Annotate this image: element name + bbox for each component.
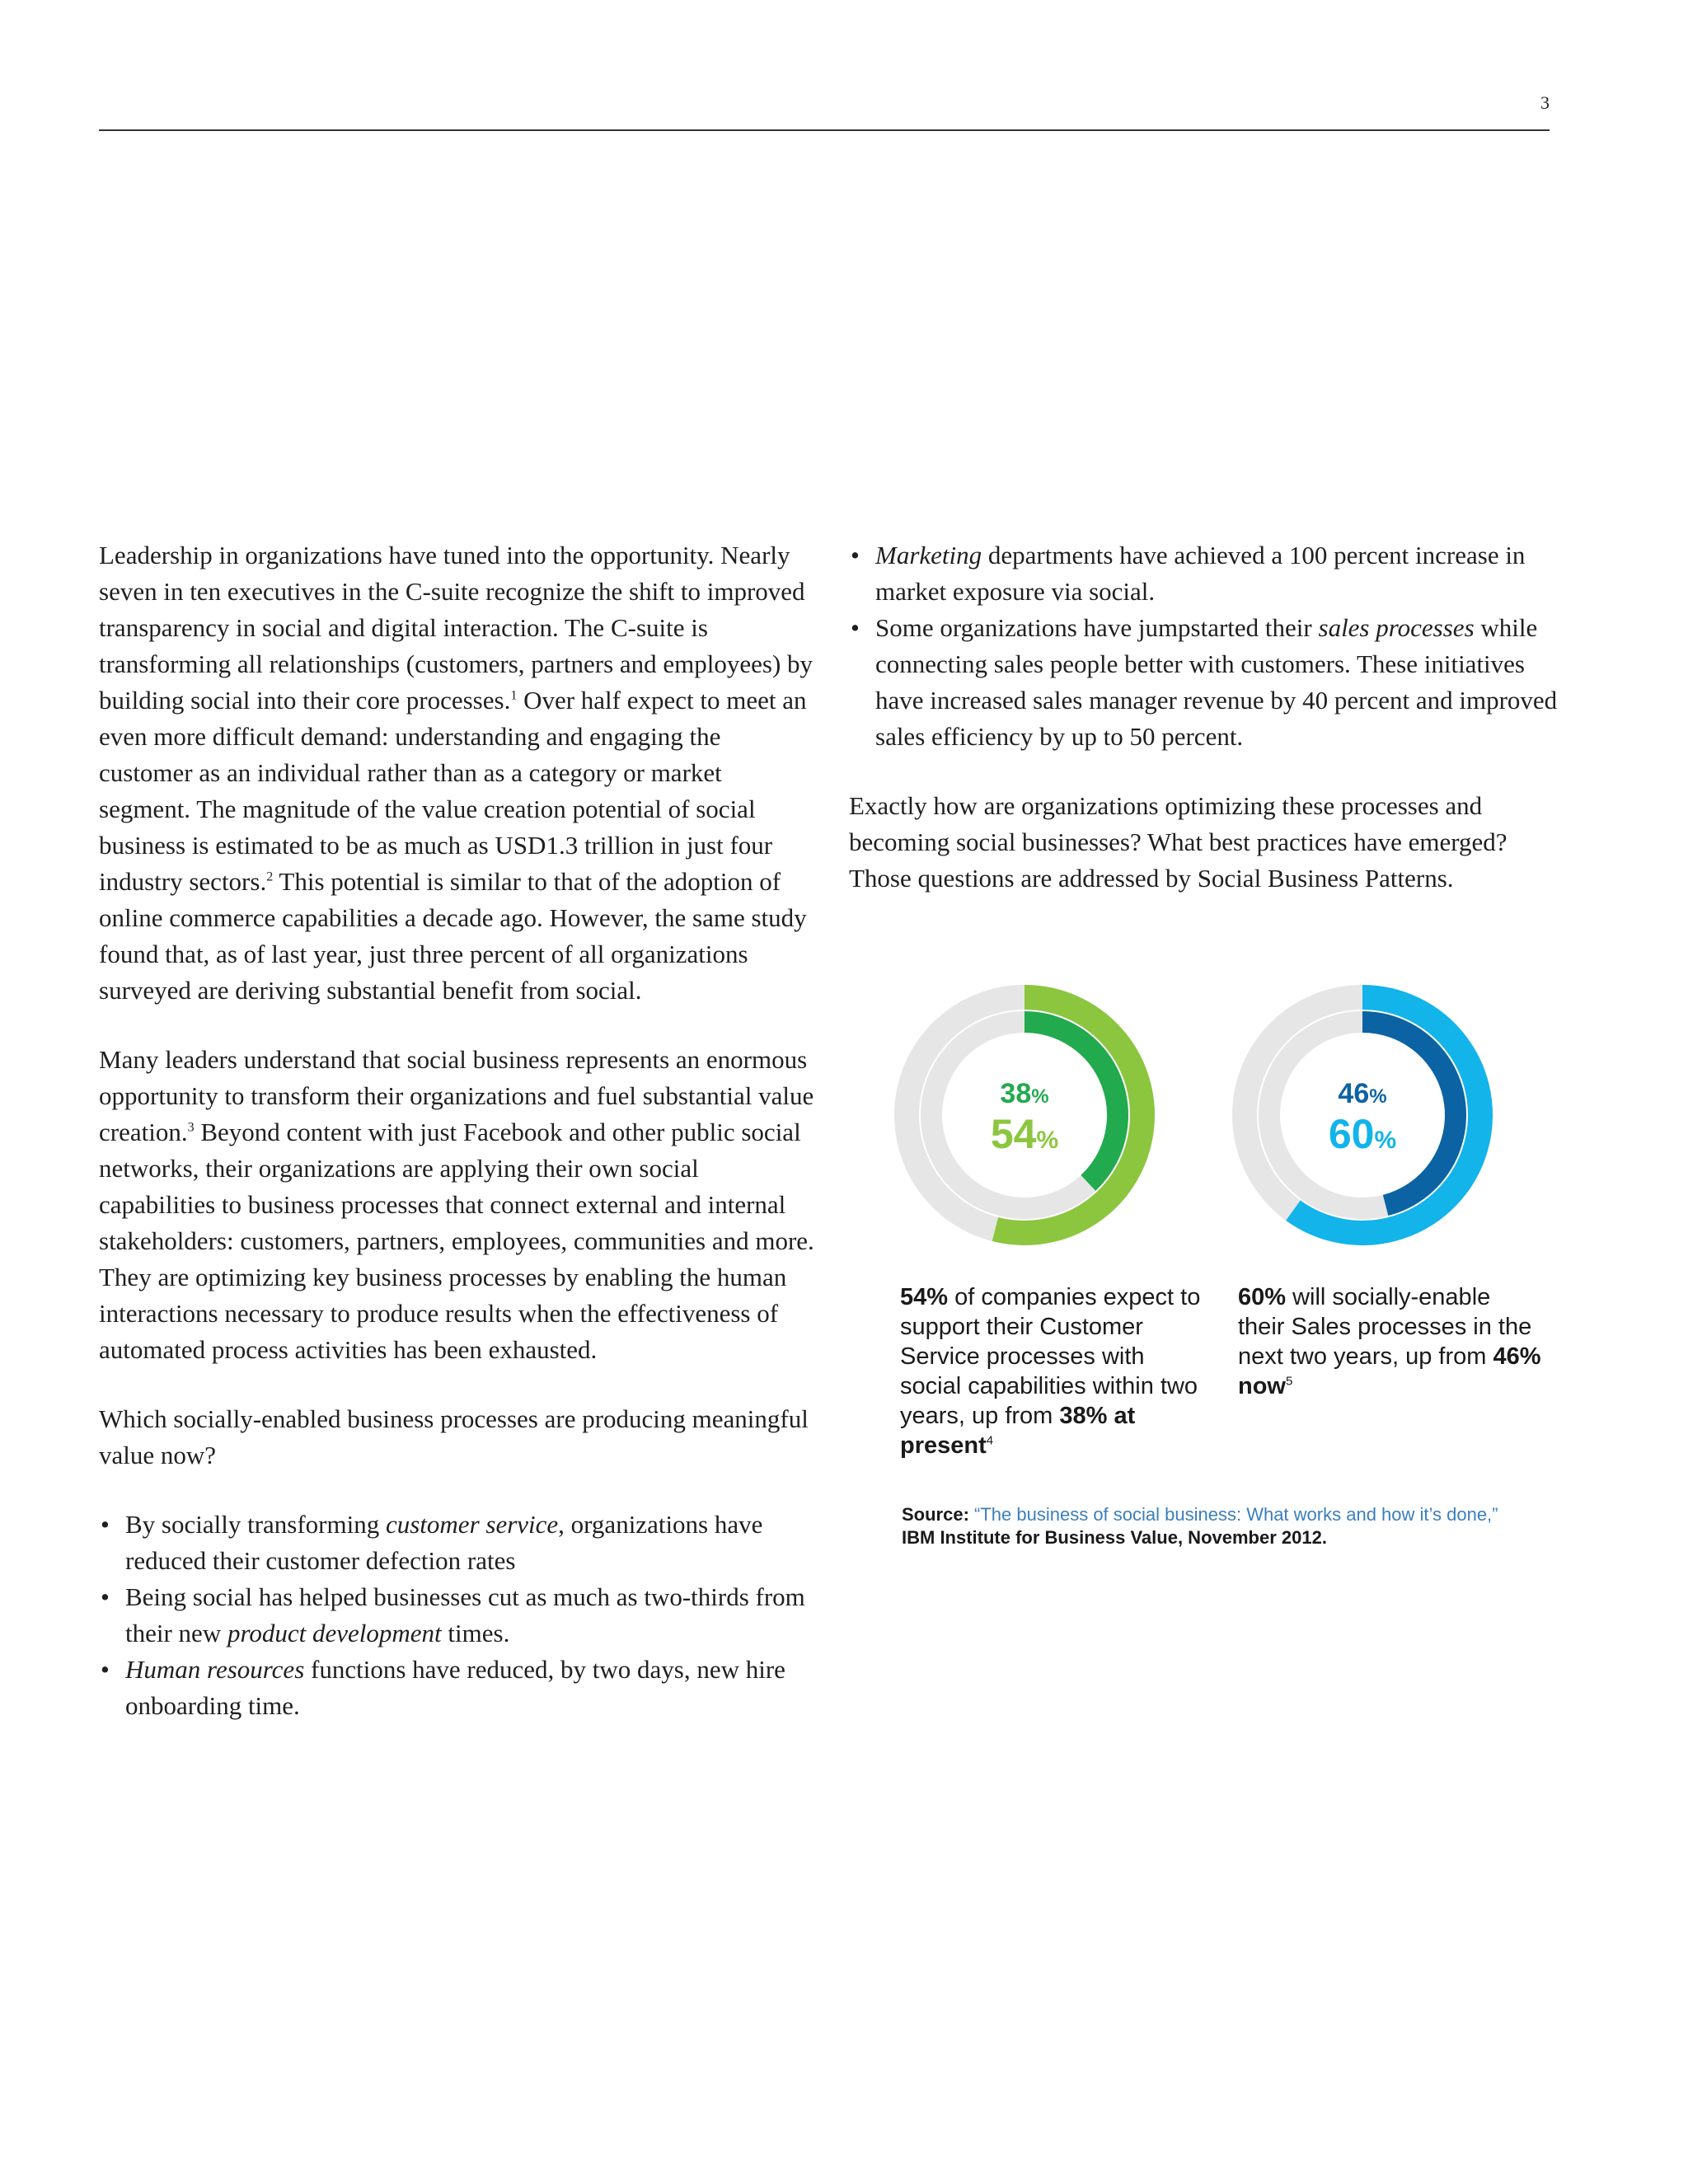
current-percent-label: 46% [1338,1078,1387,1109]
paragraph-text: Leadership in organizations have tuned into the opportunity. Nearly seven in ten executives in the C-suite recognize the shift to improved transparency in social and digital interaction. The C-suite is transforming all relationships (customers, partners and employees) by building social into their core processes. [99,541,814,715]
source-publisher: IBM Institute for Business Value, November 2012. [902,1527,1327,1548]
donut-label-customer-service [942,1078,1107,1158]
paragraph-leadership [99,537,816,1009]
paragraph-text: Many leaders understand that social business represents an enormous opportunity to transform their organizations and fuel substantial value creation. [99,1045,814,1146]
bullet-item: • Marketing departments have achieved a 100 percent increase in market exposure via social. [849,537,1566,610]
process-bullet-list [99,1507,816,1724]
current-percent-label: 38% [1000,1078,1049,1109]
paragraph-text: Over half expect to meet an even more difficult demand: understanding and engaging the customer as an individual rather than as a category or market segment. The magnitude of the value creation potential of social business is estimated to be as much as USD1.3 trillion in just four industry sectors. [99,686,807,896]
footnote-ref[interactable]: 2 [266,869,274,884]
bullet-item: • Being social has helped businesses cut as much as two-thirds from their new product development times. [99,1579,816,1652]
paragraph-patterns: Exactly how are organizations optimizing these processes and becoming social businesses? What best practices have emerged? Those questions are addressed by Social Business Patterns. [849,791,1507,893]
results-bullet-list [849,537,1566,755]
header-rule [99,129,1550,131]
caption-sales: 60% will socially-enable their Sales processes in the next two years, up from 46% now$^5$ [1238,1284,1541,1399]
bullet-item: • Human resources functions have reduced, by two days, new hire onboarding time. [99,1652,816,1724]
footnote-ref[interactable]: 1 [510,688,518,703]
left-column [99,537,816,1757]
footnote-ref[interactable]: 3 [187,1120,195,1135]
paragraph-text: This potential is similar to that of the adoption of online commerce capabilities a decade ago. However, the same study found that, as of last year, just three percent of all organizations surveyed are deriving substantial benefit from social. [99,867,807,1005]
bullet-item: • By socially transforming customer service, organizations have reduced their customer defection rates [99,1507,816,1579]
source-citation [902,1503,1578,1549]
future-percent-label: 54% [990,1111,1059,1157]
future-percent-label: 60% [1328,1111,1397,1157]
paragraph-question: Which socially-enabled business processes are producing meaningful value now? [99,1404,809,1469]
footnote-ref[interactable]: 5 [1286,1374,1293,1389]
donut-label-sales [1280,1078,1445,1158]
paragraph-opportunity [99,1042,816,1368]
source-title-link[interactable]: “The business of social business: What works and how it’s done,” [968,1504,1498,1525]
caption-customer-service: 54% of companies expect to support their Customer Service processes with social capabilities within two years, up from 38% at present$^4$ [900,1284,1201,1459]
source-label: Source: [902,1504,969,1525]
page-number: 3 [1540,92,1550,113]
footnote-ref[interactable]: 4 [986,1433,994,1448]
right-column [849,537,1566,930]
bullet-item: • Some organizations have jumpstarted their sales processes while connecting sales people better with customers. These initiatives have increased sales manager revenue by 40 percent and improved sales efficiency by up to 50 percent. [849,610,1566,755]
paragraph-text: Beyond content with just Facebook and other public social networks, their organizations are applying their own social capabilities to business processes that connect external and internal stakeholders: customers, partners, employees, communities and more. They are optimizing key business processes by enabling the human interactions necessary to produce results when the effectiveness of automated process activities has been exhausted. [99,1118,814,1364]
